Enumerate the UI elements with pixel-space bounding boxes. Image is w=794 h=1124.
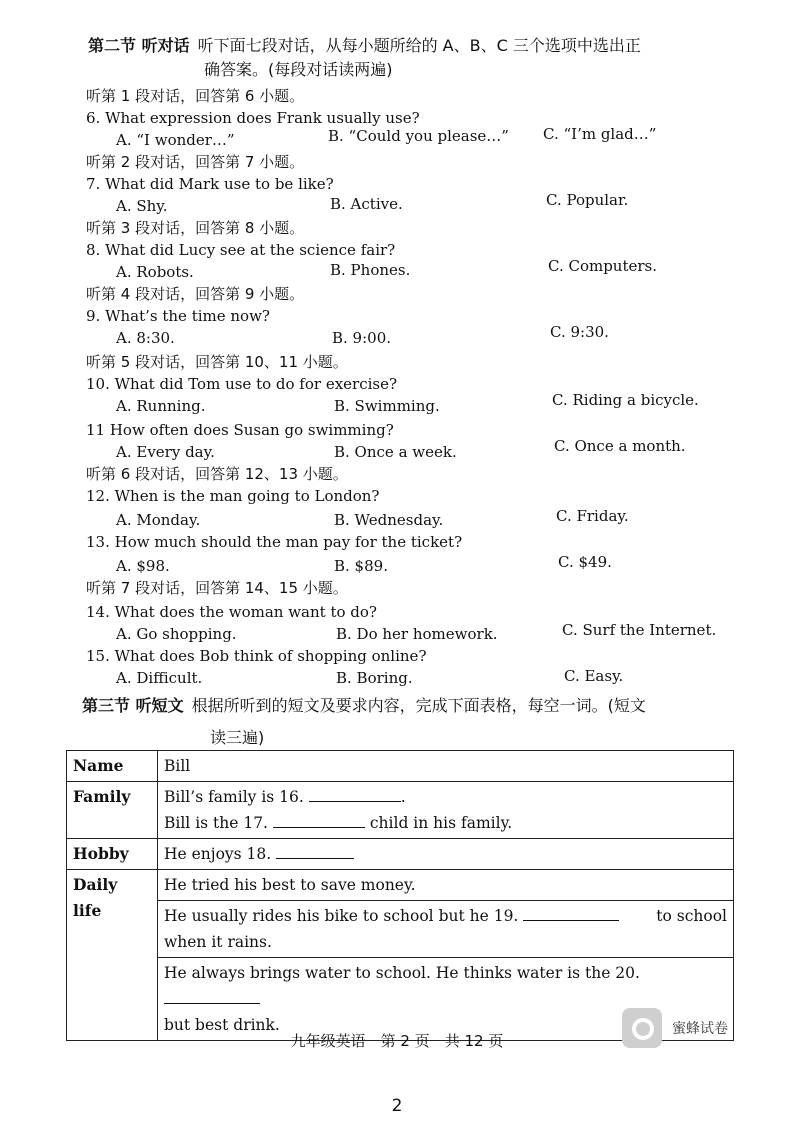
page-footer: 九年级英语 第 2 页 共 12 页	[290, 1032, 504, 1050]
option-c: C. “I’m glad…”	[543, 125, 657, 143]
dialog-intro: 听第 5 段对话，回答第 10、11 小题。	[86, 353, 348, 371]
option-a: A. Monday.	[116, 511, 201, 529]
blank-20[interactable]	[164, 987, 260, 1004]
blank-18[interactable]	[276, 842, 354, 859]
blank-19[interactable]	[523, 904, 619, 921]
family-cell	[158, 782, 734, 839]
family-line-2: Bill is the 17.	[164, 814, 268, 832]
option-a: A. Running.	[116, 397, 206, 415]
option-b: B. Active.	[330, 195, 403, 213]
table-row-name	[67, 751, 734, 782]
dialog-intro: 听第 7 段对话，回答第 14、15 小题。	[86, 579, 348, 597]
table-row-hobby	[67, 839, 734, 870]
question-text: 10. What did Tom use to do for exercise?	[86, 375, 398, 393]
hobby-cell	[158, 839, 734, 870]
option-a: A. $98.	[116, 557, 170, 575]
option-c: C. $49.	[558, 553, 612, 571]
daily-row-1: He tried his best to save money.	[158, 870, 734, 901]
daily-row-2-end: to school	[656, 907, 727, 925]
option-a: A. “I wonder…”	[116, 131, 235, 149]
dialog-intro: 听第 3 段对话，回答第 8 小题。	[86, 219, 305, 237]
option-a: A. 8:30.	[116, 329, 175, 347]
question-text: 9. What’s the time now?	[86, 307, 270, 325]
question-text: 7. What did Mark use to be like?	[86, 175, 334, 193]
name-value: Bill	[158, 751, 734, 782]
family-line-1-end: .	[400, 788, 406, 806]
blank-17[interactable]	[273, 811, 365, 828]
daily-label-line-1: Daily	[73, 875, 118, 894]
dialog-intro: 听第 4 段对话，回答第 9 小题。	[86, 285, 305, 303]
question-text: 11 How often does Susan go swimming?	[86, 421, 394, 439]
option-b: B. Do her homework.	[336, 625, 498, 643]
dialog-intro: 听第 2 段对话，回答第 7 小题。	[86, 153, 305, 171]
option-c: C. Once a month.	[554, 437, 686, 455]
daily-row-2	[158, 901, 734, 958]
question-text: 15. What does Bob think of shopping online?	[86, 647, 427, 665]
hobby-label: Hobby	[67, 839, 158, 870]
option-b: B. Swimming.	[334, 397, 440, 415]
option-c: C. Friday.	[556, 507, 629, 525]
section2-title: 第二节 听对话	[88, 36, 190, 55]
question-text: 6. What expression does Frank usually use?	[86, 109, 420, 127]
search-logo-icon	[622, 1008, 662, 1048]
option-a: A. Difficult.	[116, 669, 203, 687]
question-text: 8. What did Lucy see at the science fair?	[86, 241, 396, 259]
section3-instruction-1: 根据所听到的短文及要求内容，完成下面表格，每空一词。(短文	[191, 696, 646, 715]
option-c: C. Easy.	[564, 667, 624, 685]
option-b: B. Once a week.	[334, 443, 457, 461]
section2-instruction-1: 听下面七段对话，从每小题所给的 A、B、C 三个选项中选出正	[197, 36, 641, 55]
daily-row-2-text: He usually rides his bike to school but he 19.	[164, 907, 519, 925]
question-text: 14. What does the woman want to do?	[86, 603, 377, 621]
daily-row-3-text: He always brings water to school. He thinks water is the 20.	[164, 964, 640, 982]
option-b: B. Boring.	[336, 669, 413, 687]
section2-heading	[88, 36, 641, 56]
option-c: C. Riding a bicycle.	[552, 391, 699, 409]
option-c: C. Surf the Internet.	[562, 621, 717, 639]
section3-instruction-2: 读三遍)	[210, 728, 265, 747]
hobby-text: He enjoys 18.	[164, 845, 272, 863]
question-text: 13. How much should the man pay for the ticket?	[86, 533, 463, 551]
option-b: B. 9:00.	[332, 329, 392, 347]
option-b: B. “Could you please…”	[328, 127, 509, 145]
option-c: C. 9:30.	[550, 323, 609, 341]
option-a: A. Robots.	[116, 263, 194, 281]
name-label: Name	[67, 751, 158, 782]
watermark-text: 蜜蜂试卷	[672, 1021, 728, 1037]
family-line-2-end: child in his family.	[369, 814, 513, 832]
blank-16[interactable]	[309, 785, 401, 802]
section3-title: 第三节 听短文	[82, 696, 184, 715]
daily-label-line-2: life	[73, 901, 102, 920]
table-row-family	[67, 782, 734, 839]
option-b: B. Wednesday.	[334, 511, 444, 529]
section3-heading	[82, 696, 646, 716]
page-number: 2	[391, 1096, 403, 1116]
dialog-intro: 听第 6 段对话，回答第 12、13 小题。	[86, 465, 348, 483]
daily-row-3-line-2: but best drink.	[164, 1016, 280, 1034]
daily-life-label	[67, 870, 158, 1041]
family-label: Family	[67, 782, 158, 839]
option-b: B. Phones.	[330, 261, 411, 279]
watermark	[622, 1008, 728, 1048]
option-c: C. Popular.	[546, 191, 629, 209]
option-a: A. Go shopping.	[116, 625, 237, 643]
daily-row-2-line-2: when it rains.	[164, 933, 272, 951]
family-line-1: Bill’s family is 16.	[164, 788, 304, 806]
table-row-daily-2	[67, 901, 734, 958]
section2-instruction-2: 确答案。(每段对话读两遍)	[204, 60, 393, 79]
dialog-intro: 听第 1 段对话，回答第 6 小题。	[86, 87, 305, 105]
option-a: A. Shy.	[116, 197, 168, 215]
option-a: A. Every day.	[116, 443, 215, 461]
question-text: 12. When is the man going to London?	[86, 487, 380, 505]
option-c: C. Computers.	[548, 257, 658, 275]
option-b: B. $89.	[334, 557, 388, 575]
listening-table	[66, 750, 734, 1041]
table-row-daily-1	[67, 870, 734, 901]
